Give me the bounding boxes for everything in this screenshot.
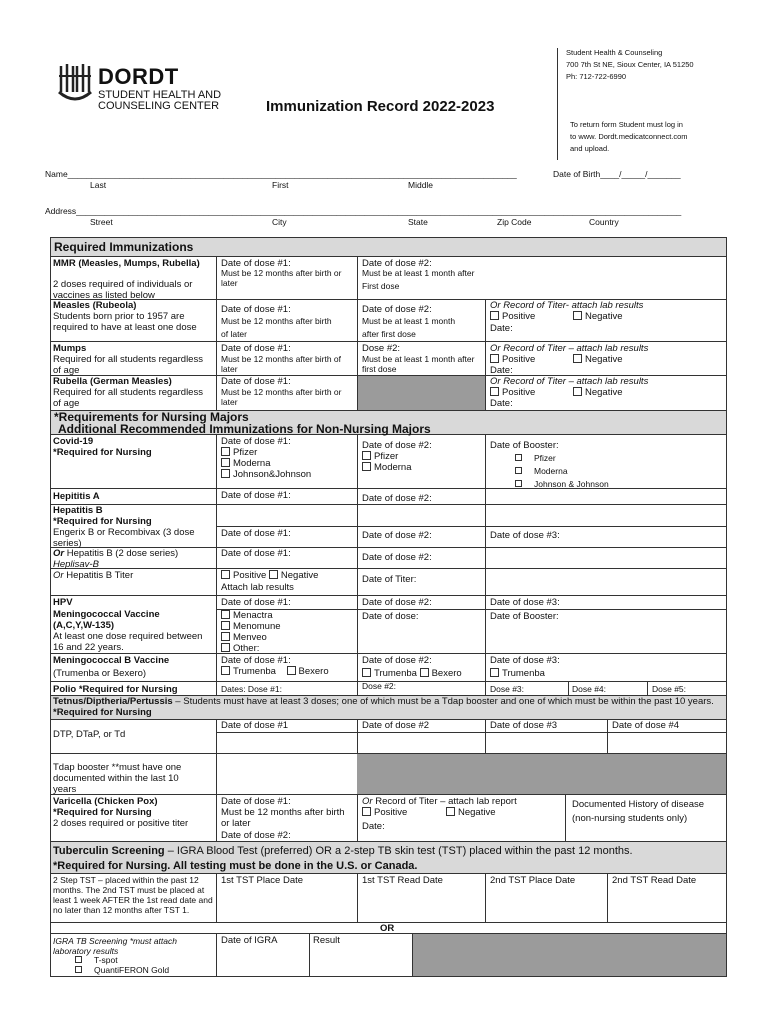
rubella-titer-text: Or Record of Titer – attach lab results — [490, 376, 649, 387]
hepb-attach: Attach lab results — [221, 582, 294, 593]
mening-menactra[interactable] — [221, 610, 273, 621]
covid-name: Covid-19 — [53, 436, 94, 447]
mmr-dose1[interactable]: Date of dose #1: — [221, 258, 291, 269]
igra-gray-cell — [412, 933, 726, 976]
var-name: Varicella (Chicken Pox) — [53, 796, 158, 807]
row-line — [50, 568, 726, 569]
dob-field[interactable]: Date of Birth____/_____/_______ — [553, 169, 681, 179]
igra-label — [53, 936, 213, 956]
checkbox-icon[interactable] — [221, 621, 230, 630]
col-line — [485, 434, 486, 695]
checkbox-icon[interactable] — [515, 480, 522, 487]
hepb-titer-result[interactable] — [221, 570, 318, 581]
option-label: Menactra — [233, 610, 273, 621]
option-label: Johnson & Johnson — [534, 479, 609, 489]
measles-dose2[interactable]: Date of dose #2: — [362, 304, 432, 315]
mening-booster[interactable]: Date of Booster: — [490, 611, 559, 622]
return-line-3: and upload. — [570, 144, 610, 153]
option-label: Trumenba — [374, 668, 417, 679]
row-line — [50, 341, 726, 342]
hepa-name: Hepititis A — [53, 491, 100, 502]
checkbox-icon[interactable] — [362, 451, 371, 460]
igra-result[interactable]: Result — [313, 935, 340, 946]
col-line — [647, 681, 648, 695]
rubella-titer — [490, 376, 648, 387]
var-dose1-note: Must be 12 months after birth or later — [221, 807, 345, 829]
covid-b-pfizer[interactable] — [515, 453, 556, 463]
meningb-note: (Trumenba or Bexero) — [53, 668, 147, 679]
igra-tspot[interactable] — [75, 955, 118, 965]
rubella-name: Rubella (German Measles) — [53, 376, 172, 387]
mumps-name: Mumps — [53, 343, 87, 354]
hepb-alt — [53, 548, 178, 559]
col-line — [216, 719, 217, 841]
mumps-titer — [490, 343, 648, 354]
hepb-name: Hepatitis B — [53, 505, 103, 516]
checkbox-icon[interactable] — [221, 632, 230, 641]
rubella-dose1[interactable]: Date of dose #1: — [221, 376, 291, 387]
rubella-dose1-note: Must be 12 months after birth or later — [221, 387, 342, 407]
var-positive[interactable] — [362, 807, 407, 818]
checkbox-icon[interactable] — [75, 956, 82, 963]
covid-booster[interactable]: Date of Booster: — [490, 440, 559, 451]
col-line — [485, 873, 486, 922]
option-label: T-spot — [94, 955, 118, 965]
zip-label: Zip Code — [497, 217, 532, 227]
hpv-dose1[interactable]: Date of dose #1: — [221, 597, 291, 608]
checkbox-icon[interactable] — [221, 458, 230, 467]
tetanus-required: *Required for Nursing — [53, 707, 152, 718]
covid-d2-moderna[interactable] — [362, 462, 412, 473]
polio-dose5[interactable]: Dose #5: — [652, 684, 687, 694]
measles-titer-date[interactable]: Date: — [490, 323, 513, 334]
covid-d1-pfizer[interactable] — [221, 447, 257, 458]
measles-dose1-note2: of later — [221, 329, 247, 339]
var-required: *Required for Nursing — [53, 807, 152, 818]
col-line — [216, 256, 217, 410]
mmr-dose2-note2: First dose — [362, 281, 400, 291]
option-label: Johnson&Johnson — [233, 469, 312, 480]
mumps-note: Required for all students regardless of age — [53, 354, 203, 376]
first-label: First — [272, 180, 289, 190]
street-label: Street — [90, 217, 113, 227]
var-negative[interactable] — [446, 807, 496, 818]
checkbox-icon[interactable] — [490, 354, 499, 363]
meningb-d2-options[interactable] — [362, 668, 462, 679]
hpv-dose3[interactable]: Date of dose #3: — [490, 597, 560, 608]
checkbox-icon[interactable] — [490, 668, 499, 677]
checkbox-icon[interactable] — [221, 570, 230, 579]
table-border-right — [726, 237, 727, 976]
var-titer — [362, 796, 517, 807]
mumps-dose2[interactable]: Dose #2: — [362, 343, 401, 354]
row-line — [50, 504, 726, 505]
mumps-negative[interactable] — [573, 354, 623, 365]
polio-name: Polio *Required for Nursing — [53, 684, 178, 695]
col-line — [357, 719, 358, 753]
rubella-positive[interactable] — [490, 387, 535, 398]
mening-note: At least one dose required between 16 and 22 years. — [53, 631, 203, 653]
measles-dose1[interactable]: Date of dose #1: — [221, 304, 291, 315]
row-line — [50, 488, 726, 489]
checkbox-icon[interactable] — [362, 668, 371, 677]
mening-name: Meningococcal Vaccine (A,C,Y,W-135) — [53, 609, 160, 631]
hepb-alt-dose1[interactable]: Date of dose #1: — [221, 548, 291, 559]
mmr-note: 2 doses required of individuals or vaccines as listed below — [53, 279, 193, 301]
measles-dose2-note: Must be at least 1 month — [362, 316, 456, 326]
rubella-negative[interactable] — [573, 387, 623, 398]
option-label: Menomune — [233, 621, 281, 632]
row-line — [50, 753, 726, 754]
igra-date[interactable]: Date of IGRA — [221, 935, 278, 946]
col-line — [309, 933, 310, 976]
mmr-dose1-note: Must be 12 months after birth or later — [221, 268, 342, 288]
or-label: Or — [362, 796, 373, 807]
page-title: Immunization Record 2022-2023 — [266, 98, 495, 115]
row-line — [50, 841, 726, 842]
nursing-header-1: *Requirements for Nursing Majors — [54, 410, 249, 424]
option-label: Pfizer — [374, 451, 399, 462]
contact-line-3: Ph: 712-722-6990 — [566, 72, 627, 81]
row-line — [216, 609, 726, 610]
rubella-note: Required for all students regardless of age — [53, 387, 203, 409]
col-line — [412, 933, 413, 976]
row-line — [50, 595, 726, 596]
polio-dates[interactable]: Dates: Dose #1: — [221, 684, 282, 694]
tb-title: Tuberculin Screening — [53, 845, 165, 857]
positive-label: Positive — [233, 570, 267, 581]
mumps-dose2-note: Must be at least 1 month after first dose — [362, 354, 475, 374]
checkbox-icon[interactable] — [221, 643, 230, 652]
required-header: Required Immunizations — [54, 240, 194, 254]
col-line — [216, 434, 217, 695]
polio-dose4[interactable]: Dose #4: — [572, 684, 607, 694]
covid-dose1[interactable]: Date of dose #1: — [221, 436, 291, 447]
option-label: Bexero — [431, 668, 462, 679]
col-line — [357, 256, 358, 410]
mmr-dose2-note: Must be at least 1 month after — [362, 268, 475, 278]
nursing-header-2: Additional Recommended Immunizations for Non-Nursing Majors — [58, 422, 431, 436]
rubella-gray-cell — [357, 375, 485, 410]
checkbox-icon[interactable] — [490, 387, 499, 396]
logo-subtitle-1: STUDENT HEALTH AND — [98, 89, 222, 101]
option-label: Bexero — [298, 666, 329, 677]
contact-line-1: Student Health & Counseling — [566, 48, 663, 57]
checkbox-icon[interactable] — [490, 311, 499, 320]
meningb-dose2[interactable]: Date of dose #2: — [362, 655, 432, 666]
tst2-place[interactable]: 2nd TST Place Date — [490, 875, 576, 886]
checkbox-icon[interactable] — [446, 807, 455, 816]
checkbox-icon[interactable] — [362, 462, 371, 471]
mening-other[interactable] — [221, 643, 259, 654]
positive-label: Positive — [502, 354, 536, 365]
option-label: Moderna — [374, 462, 412, 473]
col-line — [357, 434, 358, 695]
igra-title: IGRA TB Screening — [53, 936, 128, 946]
checkbox-icon[interactable] — [362, 807, 371, 816]
hepb-dose3[interactable]: Date of dose #3: — [490, 530, 560, 541]
option-label: Trumenba — [502, 668, 545, 679]
tb-header-2: *Required for Nursing. All testing must be done in the U.S. or Canada. — [53, 860, 418, 872]
row-line — [216, 526, 726, 527]
tb-or-label: OR — [380, 923, 395, 934]
mening-dose[interactable]: Date of dose: — [362, 611, 419, 622]
measles-note: Students born prior to 1957 are required to have at least one dose — [53, 311, 197, 333]
address-field[interactable]: Address________________________________________________________________________________________________________________________________ — [45, 206, 682, 216]
meningb-d3-option[interactable] — [490, 668, 545, 679]
table-border-bottom — [50, 976, 727, 977]
checkbox-icon[interactable] — [515, 467, 522, 474]
checkbox-icon[interactable] — [420, 668, 429, 677]
last-label: Last — [90, 180, 107, 190]
checkbox-icon[interactable] — [573, 387, 582, 396]
tdap-note: Tdap booster **must have one documented within the last 10 years — [53, 762, 182, 795]
checkbox-icon[interactable] — [573, 354, 582, 363]
covid-d2-pfizer[interactable] — [362, 451, 398, 462]
option-label: Menveo — [233, 632, 267, 643]
var-dose1[interactable]: Date of dose #1: — [221, 796, 291, 807]
header-divider — [557, 48, 558, 160]
col-line — [607, 719, 608, 753]
hepb-required: *Required for Nursing — [53, 516, 152, 527]
polio-dose2[interactable]: Dose #2: — [362, 681, 397, 691]
return-line-1: To return form Student must log in — [570, 120, 683, 129]
hepb-titer-text: Hepatitis B Titer — [66, 570, 134, 581]
row-line — [216, 732, 726, 733]
covid-dose2[interactable]: Date of dose #2: — [362, 440, 432, 451]
mening-menomune[interactable] — [221, 621, 281, 632]
option-label: Pfizer — [534, 453, 556, 463]
negative-label: Negative — [458, 807, 496, 818]
measles-dose1-note: Must be 12 months after birth — [221, 316, 332, 326]
mumps-titer-date[interactable]: Date: — [490, 365, 513, 376]
hepb-dose2[interactable]: Date of dose #2: — [362, 530, 432, 541]
measles-titer — [490, 300, 643, 311]
state-label: State — [408, 217, 428, 227]
checkbox-icon[interactable] — [515, 454, 522, 461]
mumps-positive[interactable] — [490, 354, 535, 365]
country-label: Country — [589, 217, 619, 227]
var-history[interactable]: Documented History of disease — [572, 799, 705, 810]
option-label: QuantiFERON Gold — [94, 965, 170, 975]
checkbox-icon[interactable] — [269, 570, 278, 579]
polio-dose3[interactable]: Dose #3: — [490, 684, 525, 694]
tst1-read[interactable]: 1st TST Read Date — [362, 875, 443, 886]
meningb-dose1[interactable]: Date of dose #1: — [221, 655, 291, 666]
hepb-alt-brand: Heplisav-B — [53, 559, 99, 570]
tb-description: – IGRA Blood Test (preferred) OR a 2-step TB skin test (TST) placed within the past 12 months. — [164, 845, 633, 857]
hepb-titer-date[interactable]: Date of Titer: — [362, 574, 417, 585]
positive-label: Positive — [374, 807, 408, 818]
mening-menveo[interactable] — [221, 632, 267, 643]
measles-titer-text: Or Record of Titer- attach lab results — [490, 300, 644, 311]
meningb-name: Meningococcal B Vaccine — [53, 655, 170, 666]
negative-label: Negative — [585, 311, 623, 322]
col-line — [357, 873, 358, 922]
contact-line-2: 700 7th St NE, Sioux Center, IA 51250 — [566, 60, 694, 69]
igra-note: *must attach laboratory results — [53, 936, 177, 956]
checkbox-icon[interactable] — [221, 610, 230, 619]
mmr-dose2[interactable]: Date of dose #2: — [362, 258, 432, 269]
tet-dose4[interactable]: Date of dose #4 — [612, 720, 680, 731]
negative-label: Negative — [585, 354, 623, 365]
meningb-d1-options[interactable] — [221, 666, 329, 677]
option-label: Other: — [233, 643, 260, 654]
option-label: Moderna — [534, 466, 568, 476]
option-label: Moderna — [233, 458, 271, 469]
col-line — [485, 299, 486, 410]
dtp-label: DTP, DTaP, or Td — [53, 729, 126, 740]
col-line — [216, 873, 217, 922]
middle-label: Middle — [408, 180, 434, 190]
covid-b-jj[interactable] — [515, 479, 609, 489]
measles-name: Measles (Rubeola) — [53, 300, 137, 311]
hepa-dose2[interactable]: Date of dose #2: — [362, 493, 432, 504]
city-label: City — [272, 217, 287, 227]
row-line — [50, 256, 726, 257]
tetanus-text: – Students must have at least 3 doses; one of which must be a Tdap booster and one of which must be within the past 10 years. — [172, 696, 714, 707]
checkbox-icon[interactable] — [221, 666, 230, 675]
hepa-dose1[interactable]: Date of dose #1: — [221, 490, 291, 501]
measles-positive[interactable] — [490, 311, 535, 322]
tst2-read[interactable]: 2nd TST Read Date — [612, 875, 697, 886]
col-line — [216, 933, 217, 976]
meningb-dose3[interactable]: Date of dose #3: — [490, 655, 560, 666]
var-note: 2 doses required or positive titer — [53, 818, 189, 829]
covid-d1-moderna[interactable] — [221, 458, 271, 469]
hpv-dose2[interactable]: Date of dose #2: — [362, 597, 432, 608]
igra-quantiferon[interactable] — [75, 965, 169, 975]
logo-brand: DORDT — [98, 64, 179, 89]
option-label: Trumenba — [233, 666, 276, 677]
table-border-left — [50, 237, 51, 976]
logo-subtitle-2: COUNSELING CENTER — [98, 100, 220, 112]
tetanus-name: Tetnus/Diptheria/Pertussis — [53, 696, 173, 707]
hepb-titer — [53, 570, 133, 581]
row-line — [50, 653, 726, 654]
tb-header-1 — [53, 845, 633, 857]
negative-label: Negative — [585, 387, 623, 398]
measles-negative[interactable] — [573, 311, 623, 322]
col-line — [357, 794, 358, 841]
name-field[interactable]: Name_______________________________________________________________________________________________ — [45, 169, 517, 179]
mmr-name: MMR (Measles, Mumps, Rubella) — [53, 258, 200, 269]
negative-label: Negative — [280, 570, 319, 581]
checkbox-icon[interactable] — [221, 447, 230, 456]
tet-dose2[interactable]: Date of dose #2 — [362, 720, 430, 731]
covid-b-moderna[interactable] — [515, 466, 568, 476]
hepb-alt-text: Hepatitis B (2 dose series) — [66, 548, 179, 559]
return-line-2: to www. Dordt.medicatconnect.com — [570, 132, 688, 141]
positive-label: Positive — [502, 311, 536, 322]
var-titer-text: Record of Titer – attach lab report — [375, 796, 517, 807]
checkbox-icon[interactable] — [75, 966, 82, 973]
mumps-titer-text: Or Record of Titer – attach lab results — [490, 343, 649, 354]
tet-dose3[interactable]: Date of dose #3 — [490, 720, 558, 731]
tetanus-header — [53, 696, 723, 718]
rubella-titer-date[interactable]: Date: — [490, 398, 513, 409]
option-label: Pfizer — [233, 447, 258, 458]
covid-required: *Required for Nursing — [53, 447, 152, 458]
covid-d1-jj[interactable] — [221, 469, 311, 480]
hepb-alt-dose2[interactable]: Date of dose #2: — [362, 552, 432, 563]
col-line — [485, 719, 486, 753]
tdap-gray-cell — [357, 753, 726, 794]
measles-dose2-note2: after first dose — [362, 329, 416, 339]
tet-dose1[interactable]: Date of dose #1 — [221, 720, 289, 731]
tb-step-note: 2 Step TST – placed within the past 12 months. The 2nd TST must be placed at least 1 week AFTER the 1st read date and no later than 12 months after TST 1. — [53, 875, 213, 915]
hepb-brand: Engerix B or Recombivax (3 dose series) — [53, 527, 195, 549]
checkbox-icon[interactable] — [287, 666, 296, 675]
row-line — [50, 873, 726, 874]
checkbox-icon[interactable] — [221, 469, 230, 478]
positive-label: Positive — [502, 387, 536, 398]
mumps-dose1-note: Must be 12 months after birth of later — [221, 354, 342, 374]
col-line — [607, 873, 608, 922]
var-history-note: (non-nursing students only) — [572, 813, 688, 824]
col-line — [565, 794, 566, 841]
dordt-logo-icon — [57, 62, 93, 104]
tst1-place[interactable]: 1st TST Place Date — [221, 875, 304, 886]
mumps-dose1[interactable]: Date of dose #1: — [221, 343, 291, 354]
table-border-top — [50, 237, 727, 238]
or-label: Or — [53, 570, 64, 581]
var-dose2[interactable]: Date of dose #2: — [221, 830, 291, 841]
var-titer-date[interactable]: Date: — [362, 821, 385, 832]
col-line — [568, 681, 569, 695]
checkbox-icon[interactable] — [573, 311, 582, 320]
hpv-name: HPV — [53, 597, 73, 608]
or-label: Or — [53, 548, 65, 559]
hepb-dose1[interactable]: Date of dose #1: — [221, 528, 291, 539]
